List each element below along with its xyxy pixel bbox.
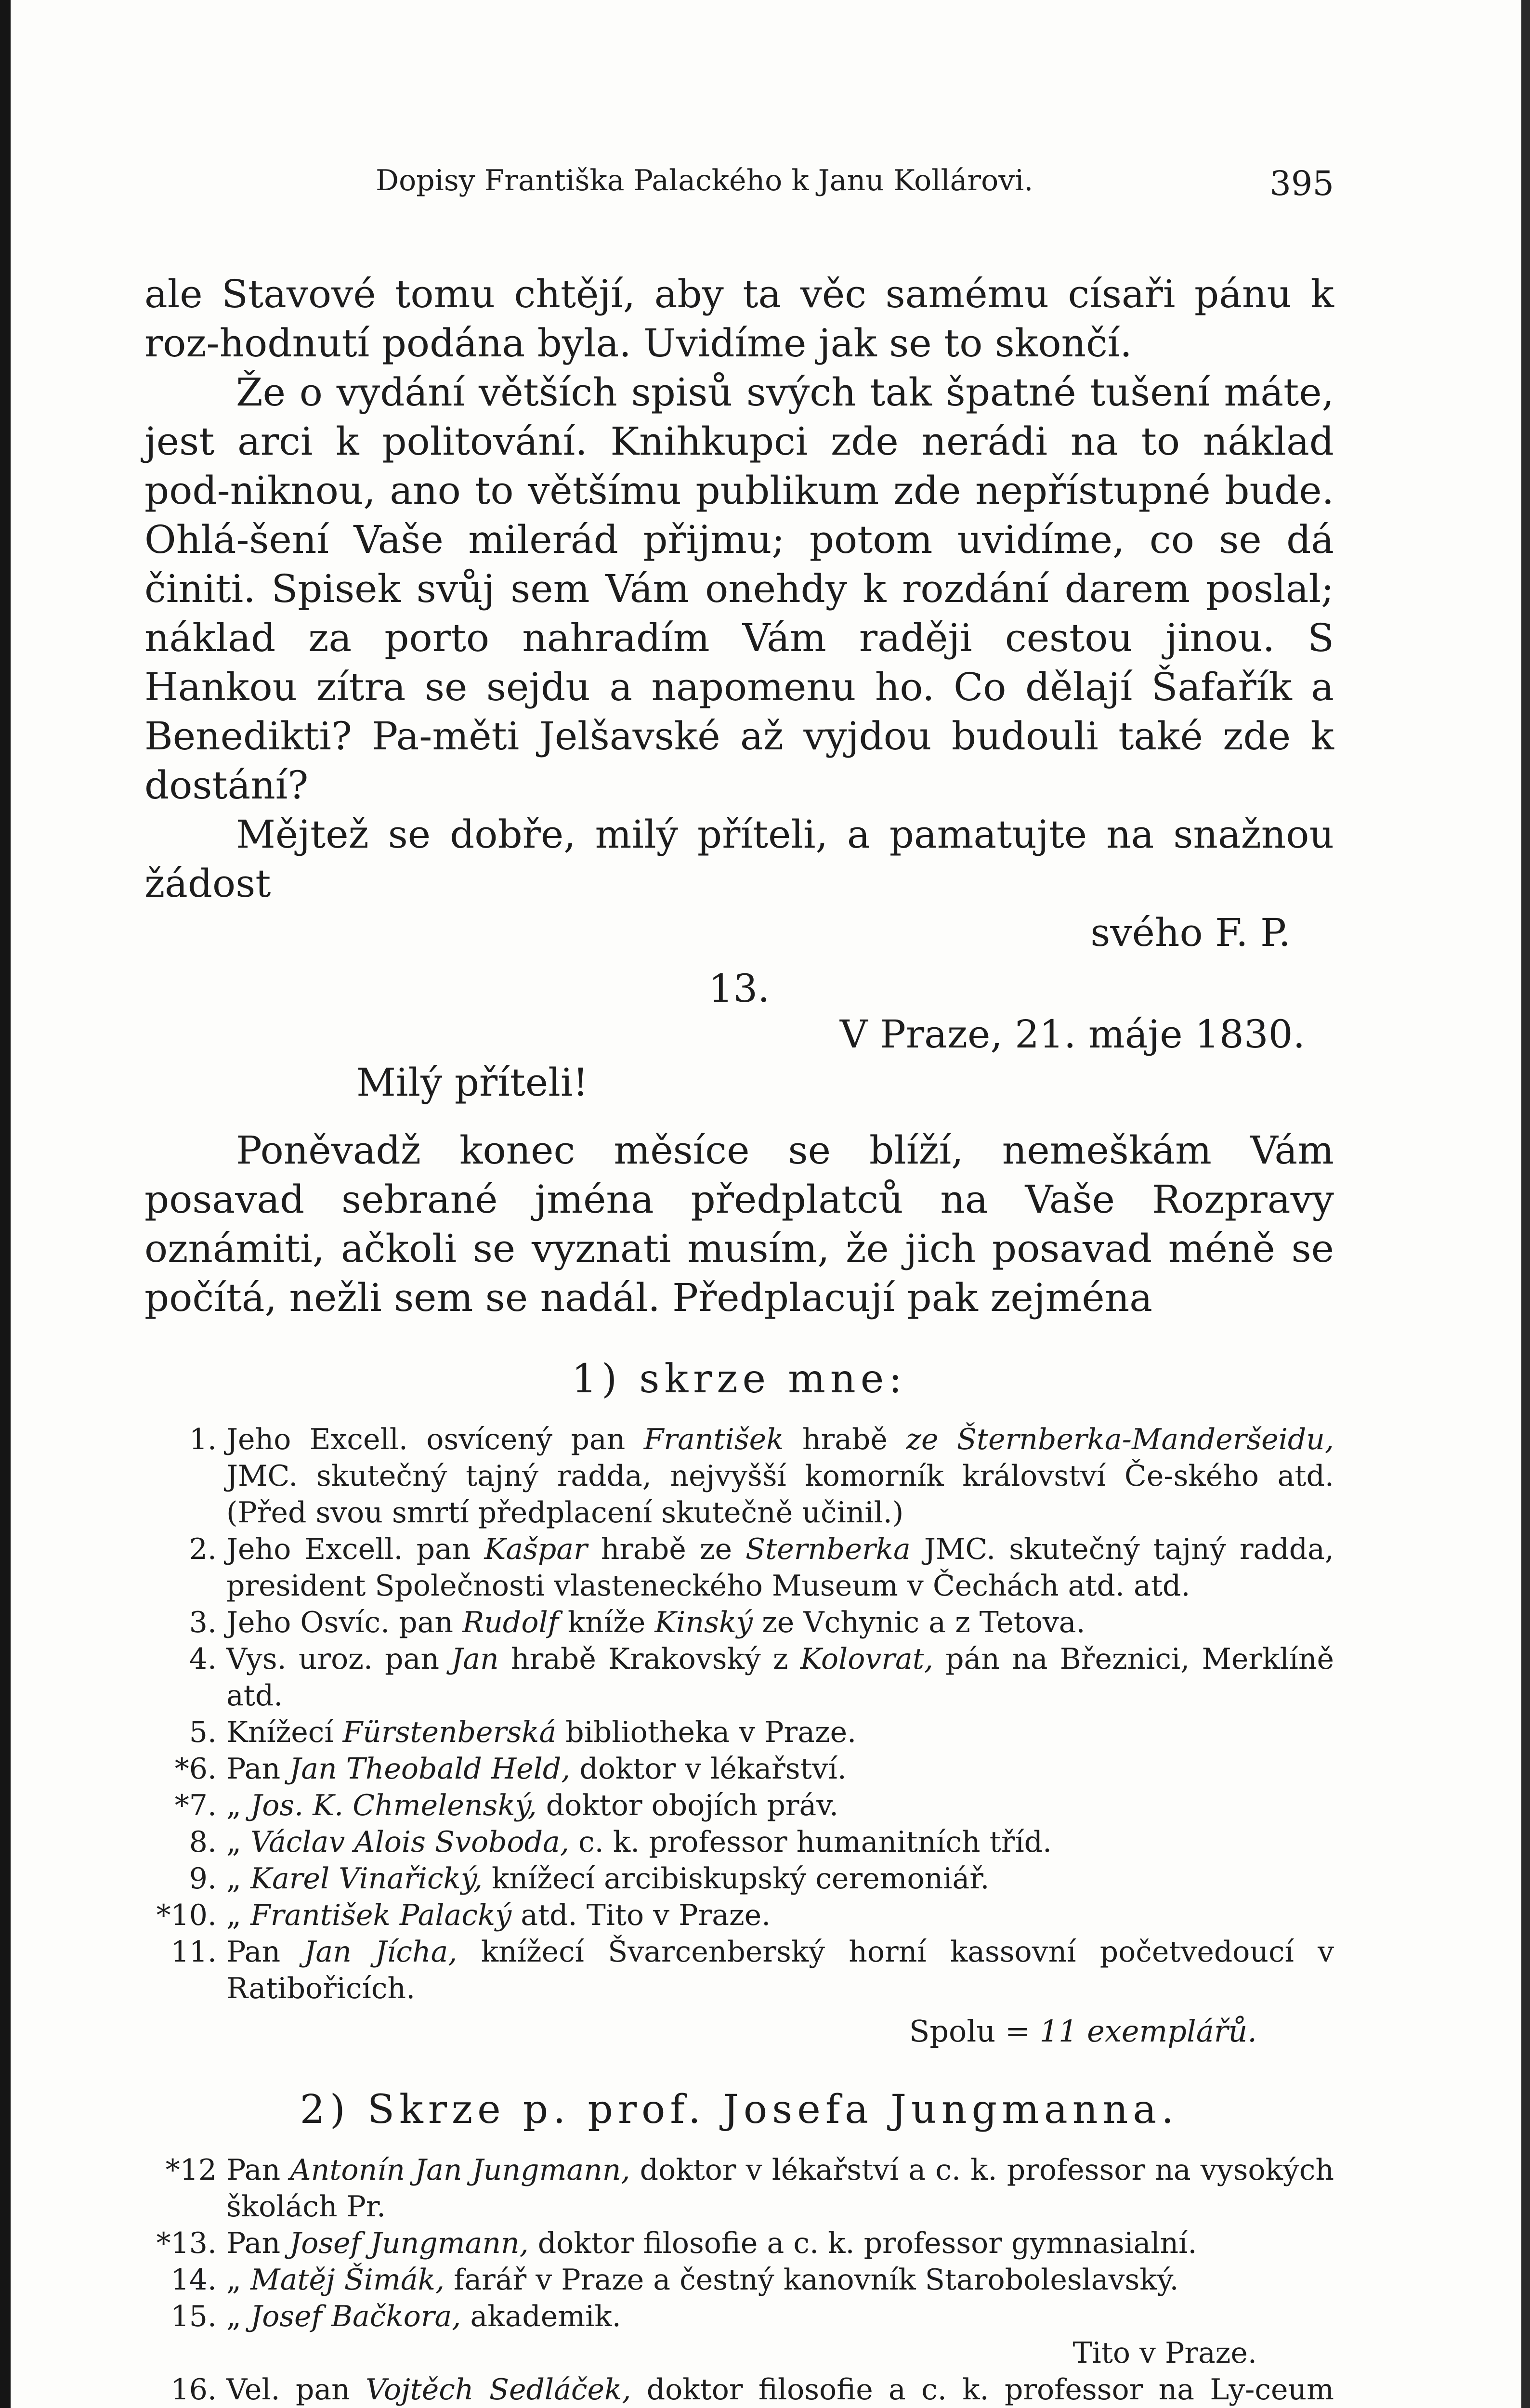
list-item: [144, 2371, 1334, 2408]
item-text: Pan: [226, 1935, 304, 1969]
item-text: „: [226, 1898, 251, 1932]
item-text: Vys. uroz. pan: [226, 1642, 452, 1676]
item-name: Kašpar: [484, 1532, 588, 1566]
list-item: [144, 1897, 1334, 1934]
item-text: Pan: [226, 2153, 290, 2187]
list-item: [144, 2225, 1334, 2262]
item-text: c. k. professor humanitních tříd.: [569, 1825, 1052, 1859]
item-name: Sternberka: [745, 1532, 911, 1566]
list-item: [144, 1824, 1334, 1860]
item-number: *12: [165, 2153, 217, 2187]
item-text: doktor filosofie a c. k. professor gymnasialní.: [528, 2226, 1197, 2260]
subtotal: [144, 2010, 1334, 2053]
subtotal-label: Spolu =: [909, 2014, 1040, 2049]
list-item: [144, 2262, 1334, 2298]
list-item: [144, 1787, 1334, 1824]
item-text: doktor obojích práv.: [536, 1789, 839, 1822]
item-number: *13.: [156, 2226, 217, 2260]
section-heading-1: 1) skrze mne:: [572, 1356, 907, 1402]
list-item: [144, 1714, 1334, 1751]
item-text: doktor filosofie a c. k. professor na Ly-ceum: [646, 2373, 1334, 2407]
item-name: Rudolf: [462, 1606, 559, 1639]
item-text: „: [226, 2263, 251, 2297]
item-number: 16.: [170, 2373, 217, 2407]
item-name: Václav Alois Svoboda,: [250, 1825, 569, 1859]
scan-edge-left: [0, 0, 11, 2408]
item-text: pán na Březnici, Merklíně atd.: [226, 1642, 1334, 1713]
item-text: Jeho Osvíc. pan: [226, 1606, 463, 1639]
item-text: „: [226, 1862, 251, 1896]
item-text: JMC. skutečný tajný radda, nejvyšší komorník království Če-ského atd. (Před svou smrtí předplacení skutečně učinil.): [226, 1459, 1334, 1530]
dateline: V Praze, 21. máje 1830.: [839, 1012, 1305, 1057]
page-number: 395: [1269, 164, 1334, 203]
list-item: [144, 1604, 1334, 1641]
item-text: JMC. skutečný tajný radda, president Společnosti vlasteneckého Museum v Čechách atd. atd.: [226, 1532, 1334, 1603]
paragraph: Poněvadž konec měsíce se blíží, nemeškám Vám posavad sebrané jména předplatců na Vaše Rozpravy oznámiti, ačkoli se vyznati musím, že jich posavad méně se počítá, nežli sem se nadál. Předplacují pak zejména: [144, 1128, 1334, 1320]
salutation: Milý příteli!: [356, 1060, 588, 1105]
list-item: [144, 1934, 1334, 2007]
item-name: Jan Jícha,: [304, 1935, 458, 1969]
subtotal-value: 11 exemplářů.: [1039, 2014, 1257, 2049]
item-number: *6.: [174, 1752, 217, 1786]
item-text: Vel. pan: [226, 2373, 366, 2407]
list-item: [144, 2298, 1334, 2335]
item-name: Jan Theobald Held,: [289, 1752, 571, 1786]
list-item: [144, 1421, 1334, 1531]
item-text: knížecí arcibiskupský ceremoniář.: [482, 1862, 990, 1896]
list-item: [144, 1641, 1334, 1714]
item-text: hrabě ze: [587, 1532, 745, 1566]
item-text: Jeho Excell. pan: [226, 1532, 484, 1566]
item-text: Knížecí: [226, 1715, 343, 1749]
item-text: Jeho Excell. osvícený pan: [226, 1423, 644, 1456]
item-text: bibliotheka v Praze.: [556, 1715, 857, 1749]
item-number: 2.: [189, 1532, 217, 1566]
item-name: Josef Jungmann,: [289, 2226, 529, 2260]
item-number: *10.: [156, 1898, 217, 1932]
location-note: Tito v Praze.: [1072, 2336, 1257, 2370]
letter-12-ending: [144, 270, 1334, 908]
paragraph: ale Stavové tomu chtějí, aby ta věc samému císaři pánu k roz-hodnutí podána byla. Uvidíme jak se to skončí.: [144, 272, 1334, 366]
item-name: ze Šternberka-Manderšeidu,: [906, 1423, 1334, 1456]
list-item: [144, 2152, 1334, 2225]
item-name: Jos. K. Chmelenský,: [250, 1789, 537, 1822]
subscriber-list-1: [144, 1421, 1334, 2007]
running-head-title: Dopisy Františka Palackého k Janu Kollárovi.: [376, 164, 1033, 197]
list-item: [144, 1860, 1334, 1897]
running-head: [144, 164, 1334, 207]
item-text: Pan: [226, 2226, 290, 2260]
item-name: Karel Vinařický,: [250, 1862, 483, 1896]
letter-number: 13.: [708, 966, 770, 1011]
item-text: hrabě: [784, 1423, 906, 1456]
item-text: doktor v lékařství a c. k. professor na vysokých školách Pr.: [226, 2153, 1334, 2224]
item-number: 15.: [170, 2300, 217, 2333]
item-text: atd. Tito v Praze.: [511, 1898, 771, 1932]
item-number: 4.: [189, 1642, 217, 1676]
list-item: [144, 1751, 1334, 1787]
item-text: kníže: [558, 1606, 655, 1639]
item-number: 1.: [189, 1423, 217, 1456]
scan-edge-right: [1521, 0, 1530, 2408]
item-text: akademik.: [461, 2300, 621, 2333]
item-name: Vojtěch Sedláček,: [366, 2373, 631, 2407]
item-number: *7.: [174, 1789, 217, 1822]
item-number: 14.: [170, 2263, 217, 2297]
item-text: ze Vchynic a z Tetova.: [753, 1606, 1085, 1639]
item-number: 3.: [189, 1606, 217, 1639]
item-text: „: [226, 2300, 251, 2333]
item-name: František: [643, 1423, 784, 1456]
item-name: Matěj Šimák,: [250, 2263, 445, 2297]
item-text: „: [226, 1825, 251, 1859]
subscriber-list-2b: [144, 2371, 1334, 2408]
item-text: doktor v lékařství.: [570, 1752, 847, 1786]
item-text: farář v Praze a čestný kanovník Staroboleslavský.: [445, 2263, 1179, 2297]
subscriber-list-2: [144, 2152, 1334, 2335]
item-name: Kinský: [654, 1606, 753, 1639]
document-page: [144, 164, 1334, 2408]
item-name: Josef Bačkora,: [250, 2300, 461, 2333]
list-item: [144, 1531, 1334, 1604]
item-text: „: [226, 1789, 251, 1822]
item-name: Kolovrat,: [800, 1642, 933, 1676]
item-text: knížecí Švarcenberský horní kassovní početvedoucí v Ratibořicích.: [226, 1935, 1334, 2005]
paragraph: Mějtež se dobře, milý příteli, a pamatujte na snažnou žádost: [144, 812, 1334, 906]
item-name: Antonín Jan Jungmann,: [290, 2153, 630, 2187]
item-number: 9.: [189, 1862, 217, 1896]
item-text: Pan: [226, 1752, 290, 1786]
item-name: František Palacký: [250, 1898, 512, 1932]
signature: svého F. P.: [1090, 910, 1291, 955]
paragraph: Že o vydání větších spisů svých tak špatné tušení máte, jest arci k politování. Knihkupci zde nerádi na to náklad pod-niknou, ano to většímu publikum zde nepřístupné bude. Ohlá-šení Vaše milerád přijmu; potom uvidíme, co se dá činiti. Spisek svůj sem Vám onehdy k rozdání darem poslal; náklad za porto nahradím Vám raději cestou jinou. S Hankou zítra se sejdu a napomenu ho. Co dělají Šafařík a Benedikti? Pa-měti Jelšavské až vyjdou budouli také zde k dostání?: [144, 370, 1334, 808]
section-heading-2: 2) Skrze p. prof. Josefa Jungmanna.: [300, 2087, 1179, 2133]
item-text: hrabě Krakovský z: [498, 1642, 800, 1676]
item-number: 8.: [189, 1825, 217, 1859]
item-number: 5.: [189, 1715, 217, 1749]
item-number: 11.: [170, 1935, 217, 1969]
letter-13-body: [144, 1126, 1334, 1322]
item-name: Jan: [451, 1642, 499, 1676]
item-name: Fürstenberská: [342, 1715, 557, 1749]
